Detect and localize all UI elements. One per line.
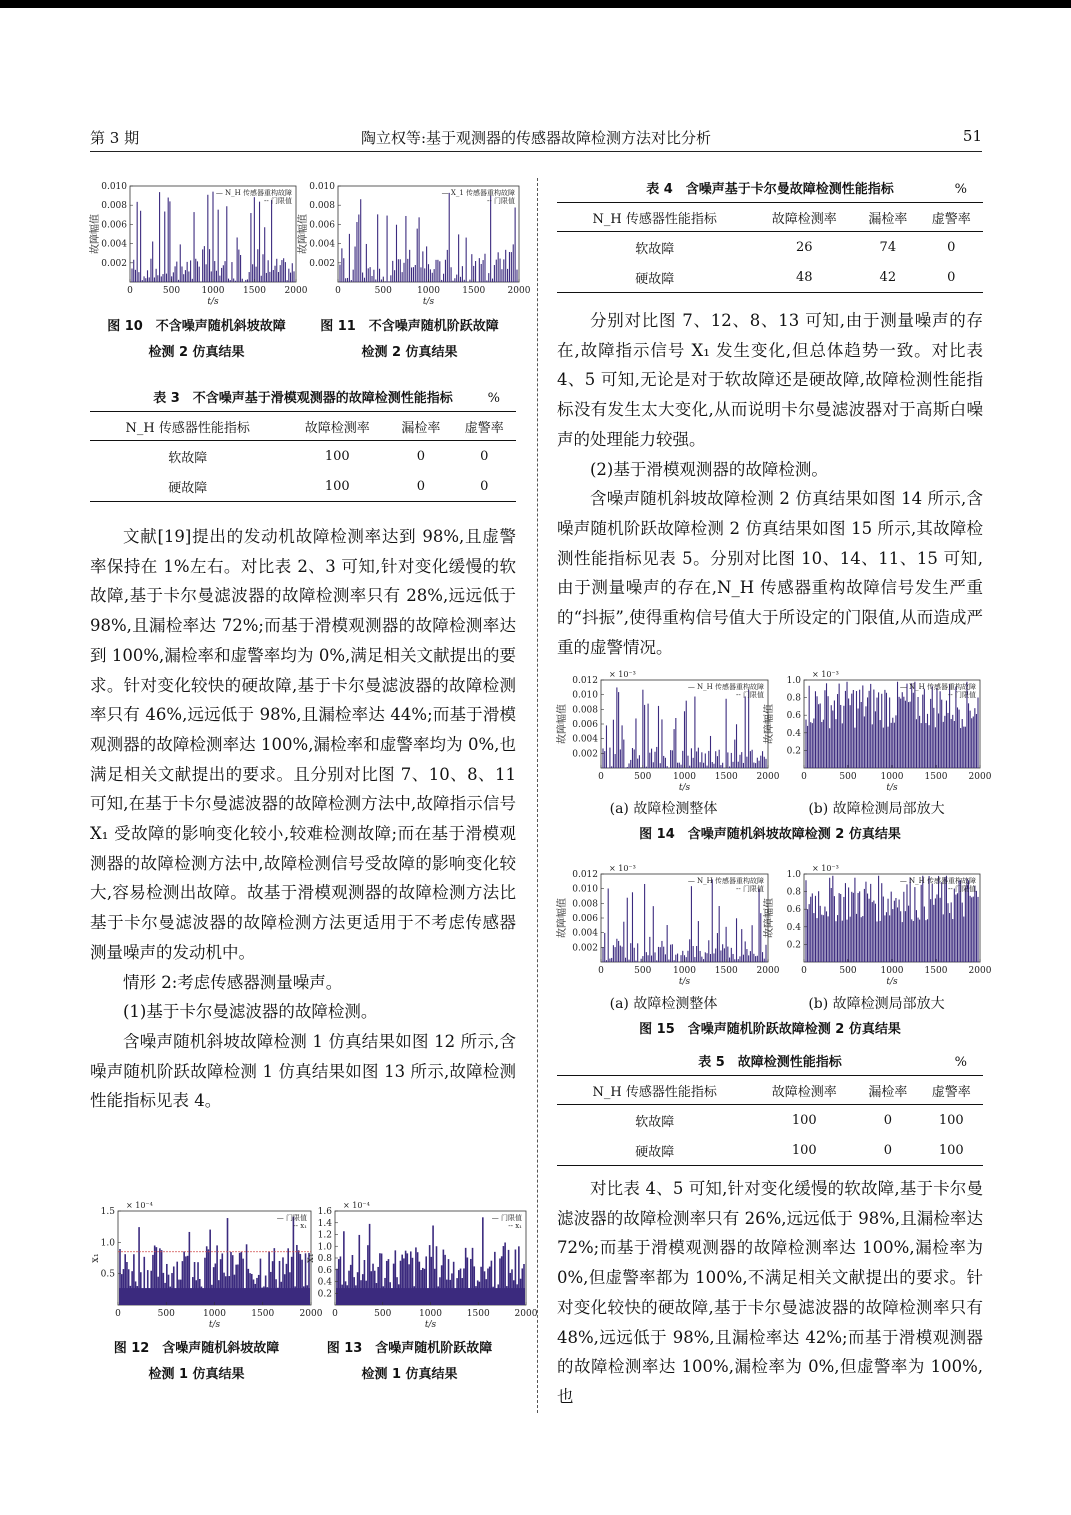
fig10-chart: [90, 180, 308, 310]
x-tick-label: 2000: [968, 772, 992, 782]
fig15-captions: [557, 993, 983, 1043]
legend-entry: -- 门限值: [736, 691, 764, 699]
fig12-caption: [90, 1336, 303, 1388]
table3-grid: [90, 411, 516, 502]
y-tick-label: 1.0: [100, 1238, 115, 1249]
x-tick-label: 0: [598, 966, 604, 976]
x-tick-label: 1000: [201, 286, 225, 296]
table-cell: 100: [752, 1135, 856, 1166]
x-tick-label: 0: [115, 1309, 121, 1319]
paragraph: 对比表 4、5 可知,针对变化缓慢的软故障,基于卡尔曼滤波器的故障检测率只有 26%,远远低于 98%,且漏检率达 72%;而基于滑模观测器的故障检测率达 100%,漏检率为 0%,但虚警率都为 100%,不满足相关文献提出的要求。针对变化较快的硬故障,基于卡尔曼滤波器的故障检测率只有 48%,远远低于 98%,且漏检率达 42%;而基于滑模观测器的故障检测率达 100%,漏检率为 0%,但虚警率为 100%,也: [557, 1179, 983, 1406]
y-tick-label: 0.004: [572, 928, 598, 939]
fig13-caption-line1: 图 13 含噪声随机阶跃故障: [326, 1341, 493, 1356]
table5: [557, 1051, 983, 1166]
table-cell: 0: [416, 448, 425, 464]
axis-scale-label: × 10⁻⁴: [343, 1201, 370, 1210]
axis-scale-label: × 10⁻⁴: [126, 1201, 153, 1210]
x-tick-label: 500: [634, 772, 652, 782]
x-axis-label: t/s: [424, 1320, 437, 1330]
table3-caption-text: 表 3 不含噪声基于滑模观测器的故障检测性能指标: [153, 391, 453, 406]
table5-caption-text: 表 5 故障检测性能指标: [698, 1055, 842, 1070]
y-tick-label: 0.002: [309, 258, 335, 269]
y-tick-label: 1.6: [317, 1207, 332, 1217]
y-tick-label: 1.0: [317, 1242, 332, 1253]
x-tick-label: 1500: [251, 1309, 275, 1319]
data-series: [603, 687, 766, 768]
top-rule: [0, 0, 1071, 8]
legend-entry: — 门限值: [491, 1214, 522, 1222]
table-header-cell: 虚警率: [920, 1076, 983, 1105]
x-tick-label: 1500: [924, 966, 948, 976]
y-axis-label: 故障幅值: [557, 898, 568, 938]
table-cell: 100: [791, 1112, 817, 1128]
table-cell: 42: [856, 262, 919, 293]
table-row: [557, 1105, 983, 1136]
table-header-cell: 虚警率: [453, 412, 516, 441]
legend-entry: — N_H 传感器重构故障: [687, 683, 764, 691]
y-tick-label: 0.004: [572, 734, 598, 745]
y-tick-label: 0.8: [786, 693, 801, 704]
x-tick-label: 2000: [756, 772, 780, 782]
y-tick-label: 0.004: [309, 239, 335, 250]
data-series: [132, 192, 294, 282]
table-cell: 0: [856, 1135, 919, 1166]
axis-scale-label: × 10⁻³: [609, 670, 636, 679]
x-tick-label: 2000: [514, 1309, 538, 1319]
x-tick-label: 500: [162, 286, 181, 296]
table-cell: 0: [947, 239, 956, 255]
page-number: 51: [962, 127, 982, 145]
table-row: [557, 262, 983, 293]
x-tick-label: 1500: [714, 772, 738, 782]
y-tick-label: 0.6: [786, 711, 801, 722]
fig13-caption: [303, 1336, 516, 1388]
table-row: [557, 1135, 983, 1166]
table-header-cell: 故障检测率: [752, 203, 856, 232]
fig11-caption: [303, 314, 516, 366]
x-tick-label: 1000: [673, 772, 696, 782]
y-axis-label: 故障幅值: [557, 704, 568, 744]
table-cell: 74: [879, 239, 897, 255]
axis-scale-label: × 10⁻³: [812, 670, 839, 679]
legend-entry: -- 门限值: [948, 691, 976, 699]
fig14a-chart: [557, 668, 780, 796]
x-axis-label: t/s: [678, 977, 691, 987]
y-tick-label: 0.2: [317, 1289, 332, 1300]
left-body: [90, 522, 516, 1116]
paragraph: 文献[19]提出的发动机故障检测率达到 98%,且虚警率保持在 1%左右。对比表 2、3 可知,针对变化缓慢的软故障,基于卡尔曼滤波器的故障检测率只有 28%,远远低于 98%,且漏检率达 72%;而基于滑模观测器的故障检测率达到 100%,漏检率和虚警率均为 0%,满足相关文献提出的要求。针对变化较快的硬故障,基于卡尔曼滤波器的故障检测率只有 46%,远远低于 98%,且漏检率达 44%;而基于滑模观测器的故障检测率达 100%,漏检率和虚警率均为 0%,也满足相关文献提出的要求。且分别对比图 7、10、8、11 可知,在基于卡尔曼滤波器的故障检测方法中,故障指示信号 X₁ 受故障的影响变化较小,较难检测故障;而在基于滑模观测器的故障检测方法中,故障检测信号受故障的影响变化较大,容易检测出故障。故基于滑模观测器的故障检测方法比基于卡尔曼滤波器的故障检测方法更适用于不考虑传感器测量噪声的发动机中。: [90, 527, 516, 962]
y-tick-label: 0.2: [786, 940, 801, 951]
y-axis-label: 故障幅值: [90, 214, 101, 254]
legend-entry: — X_1 传感器重构故障: [441, 189, 515, 197]
x-tick-label: 500: [839, 966, 857, 976]
x-tick-label: 1500: [243, 286, 266, 296]
fig11-caption-line2: 检测 2 仿真结果: [361, 345, 458, 360]
table-cell: 硬故障: [557, 1135, 752, 1166]
legend-entry: — N_H 传感器重构故障: [215, 189, 292, 197]
running-title: 陶立权等:基于观测器的传感器故障检测方法对比分析: [360, 129, 712, 147]
right-body-1: [557, 306, 983, 662]
paragraph: 含噪声随机斜坡故障检测 1 仿真结果如图 12 所示,含噪声随机阶跃故障检测 1 仿真结果如图 13 所示,故障检测性能指标见表 4。: [90, 1031, 516, 1111]
y-tick-label: 0.002: [572, 943, 598, 954]
table-header-cell: N_H 传感器性能指标: [557, 1076, 752, 1105]
table5-unit: %: [954, 1055, 967, 1070]
table3-caption: [90, 387, 516, 411]
y-axis-label: 故障幅值: [764, 704, 775, 744]
x-tick-label: 2000: [299, 1309, 323, 1319]
axis-scale-label: × 10⁻³: [609, 864, 636, 873]
legend-entry: -- 门限值: [736, 885, 764, 893]
y-tick-label: 0.012: [572, 870, 598, 880]
table-row: [557, 232, 983, 263]
x-tick-label: 0: [335, 286, 341, 296]
table-cell: 软故障: [635, 241, 675, 257]
table5-grid: [557, 1075, 983, 1166]
y-tick-label: 0.008: [309, 201, 335, 212]
fig15-caption: 图 15 含噪声随机阶跃故障检测 2 仿真结果: [639, 1022, 901, 1037]
legend-entry: -- x₁: [293, 1222, 307, 1230]
table4: [557, 178, 983, 293]
table-cell: 48: [752, 262, 856, 293]
fig10-11-captions: [90, 314, 516, 366]
legend-entry: -- x₁: [508, 1222, 522, 1230]
paragraph: 含噪声随机斜坡故障检测 2 仿真结果如图 14 所示,含噪声随机阶跃故障检测 2 仿真结果如图 15 所示,其故障检测性能指标见表 5。分别对比图 10、14、11、15 可知,由于测量噪声的存在,N_H 传感器重构故障信号发生严重的“抖振”,使得重构信号值大于所设定的门限值,从而造成严重的虚警情况。: [557, 489, 983, 657]
table3: [90, 387, 516, 502]
table-header-cell: 故障检测率: [285, 412, 389, 441]
x-axis-label: t/s: [422, 297, 435, 307]
table-row: [90, 471, 516, 502]
y-tick-label: 0.5: [100, 1269, 115, 1280]
x-axis-label: t/s: [207, 297, 219, 307]
table-cell: 0: [453, 471, 516, 502]
x-tick-label: 1000: [880, 966, 904, 976]
x-tick-label: 500: [157, 1309, 175, 1319]
y-tick-label: 0.8: [786, 887, 801, 898]
table4-caption: [557, 178, 983, 202]
x-tick-label: 2000: [507, 286, 531, 296]
x-tick-label: 2000: [756, 966, 780, 976]
table-cell: 硬故障: [90, 471, 285, 502]
paragraph: (2)基于滑模观测器的故障检测。: [590, 459, 828, 479]
fig11-chart: [298, 180, 531, 310]
y-axis-label: 故障幅值: [764, 898, 775, 938]
y-tick-label: 0.008: [572, 705, 598, 716]
right-body-2: [557, 1174, 983, 1412]
x-tick-label: 1000: [419, 1309, 442, 1319]
x-tick-label: 1500: [466, 1309, 490, 1319]
y-axis-label: x₁: [90, 1253, 101, 1263]
fig14b-chart: [764, 668, 992, 796]
x-tick-label: 0: [801, 966, 807, 976]
x-tick-label: 1500: [924, 772, 948, 782]
legend-entry: — N_H 传感器重构故障: [687, 877, 764, 885]
table-header-cell: N_H 传感器性能指标: [557, 203, 752, 232]
fig15a-chart: [557, 862, 780, 990]
y-tick-label: 0.2: [786, 746, 801, 757]
table-cell: 软故障: [168, 450, 208, 466]
y-tick-label: 0.010: [572, 884, 598, 895]
y-tick-label: 1.5: [100, 1207, 115, 1217]
y-tick-label: 0.4: [786, 922, 801, 933]
paragraph: 分别对比图 7、12、8、13 可知,由于测量噪声的存在,故障指示信号 X₁ 发生变化,但总体趋势一致。对比表 4、5 可知,无论是对于软故障还是硬故障,故障检测性能指标没有发生太大变化,从而说明卡尔曼滤波器对于高斯白噪声的处理能力较强。: [557, 311, 983, 449]
x-axis-label: t/s: [678, 783, 691, 793]
y-tick-label: 0.010: [572, 690, 598, 701]
x-tick-label: 1000: [417, 286, 440, 296]
table-cell: 100: [285, 471, 389, 502]
y-tick-label: 0.002: [101, 258, 127, 269]
table-cell: 硬故障: [557, 262, 752, 293]
table-header-cell: 虚警率: [920, 203, 983, 232]
fig10-caption-line2: 检测 2 仿真结果: [148, 345, 245, 360]
table-row: [90, 441, 516, 472]
legend-entry: -- 门限值: [948, 885, 976, 893]
fig15a-subcaption: (a) 故障检测整体: [609, 996, 718, 1012]
x-tick-label: 1000: [203, 1309, 226, 1319]
y-tick-label: 1.4: [317, 1218, 332, 1229]
table4-grid: [557, 202, 983, 293]
x-axis-label: t/s: [208, 1320, 221, 1330]
y-tick-label: 0.002: [572, 749, 598, 760]
x-tick-label: 0: [598, 772, 604, 782]
y-tick-label: 0.4: [786, 728, 801, 739]
table-cell: 100: [938, 1112, 964, 1128]
table-cell: 0: [920, 262, 983, 293]
y-tick-label: 0.006: [572, 720, 598, 730]
legend-entry: -- 门限值: [264, 197, 292, 205]
table-header-cell: 故障检测率: [752, 1076, 856, 1105]
y-tick-label: 1.0: [786, 676, 801, 686]
y-tick-label: 1.0: [786, 870, 801, 880]
running-header: [90, 125, 982, 152]
y-tick-label: 0.008: [101, 201, 127, 212]
x-tick-label: 0: [801, 772, 807, 782]
y-tick-label: 0.006: [309, 220, 335, 231]
y-tick-label: 0.006: [101, 220, 127, 231]
x-tick-label: 2000: [284, 286, 308, 296]
fig12-caption-line1: 图 12 含噪声随机斜坡故障: [113, 1341, 280, 1356]
data-series: [340, 193, 517, 282]
fig14b-subcaption: (b) 故障检测局部放大: [808, 801, 945, 817]
table4-caption-text: 表 4 含噪声基于卡尔曼故障检测性能指标: [646, 182, 894, 197]
y-tick-label: 1.2: [317, 1230, 332, 1241]
x-tick-label: 0: [127, 286, 133, 296]
x-tick-label: 2000: [968, 966, 992, 976]
axis-scale-label: × 10⁻³: [812, 864, 839, 873]
table-cell: 0: [389, 471, 452, 502]
paragraph: (1)基于卡尔曼滤波器的故障检测。: [123, 1002, 378, 1022]
x-tick-label: 1500: [462, 286, 486, 296]
table-cell: 0: [480, 448, 489, 464]
y-axis-label: x₁: [305, 1253, 316, 1263]
y-tick-label: 0.6: [317, 1265, 332, 1276]
table5-caption: [557, 1051, 983, 1075]
fig14-caption: 图 14 含噪声随机斜坡故障检测 2 仿真结果: [639, 827, 901, 842]
fig11-caption-line1: 图 11 不含噪声随机阶跃故障: [320, 319, 499, 334]
legend-entry: -- 门限值: [487, 197, 515, 205]
y-tick-label: 0.010: [101, 182, 127, 192]
fig10-caption: [90, 314, 303, 366]
x-tick-label: 500: [374, 286, 392, 296]
x-tick-label: 0: [332, 1309, 338, 1319]
fig15b-subcaption: (b) 故障检测局部放大: [808, 996, 945, 1012]
y-axis-label: 故障幅值: [298, 214, 309, 254]
table-header-cell: N_H 传感器性能指标: [90, 412, 285, 441]
table-cell: 软故障: [635, 1114, 675, 1130]
legend-entry: — N_H 传感器重构故障: [899, 877, 976, 885]
legend-entry: — N_H 传感器重构故障: [899, 683, 976, 691]
table-cell: 26: [796, 239, 813, 255]
x-tick-label: 500: [634, 966, 652, 976]
fig15b-chart: [764, 862, 992, 990]
table-cell: 100: [324, 448, 350, 464]
y-tick-label: 0.6: [786, 905, 801, 916]
y-tick-label: 0.008: [572, 899, 598, 910]
y-tick-label: 0.010: [309, 182, 335, 192]
table-header-cell: 漏检率: [389, 412, 452, 441]
table3-unit: %: [487, 391, 500, 406]
legend-entry: — 门限值: [276, 1214, 307, 1222]
x-tick-label: 1000: [880, 772, 904, 782]
fig12-caption-line2: 检测 1 仿真结果: [148, 1367, 245, 1382]
x-axis-label: t/s: [886, 977, 898, 987]
column-divider: [537, 178, 538, 1413]
x-tick-label: 500: [839, 772, 857, 782]
table-header-cell: 漏检率: [856, 1076, 919, 1105]
fig12-chart: [90, 1193, 323, 1333]
fig13-caption-line2: 检测 1 仿真结果: [361, 1367, 458, 1382]
fig14-captions: [557, 798, 983, 848]
fig14a-subcaption: (a) 故障检测整体: [609, 801, 718, 817]
table-cell: 0: [883, 1112, 892, 1128]
table-header-cell: 漏检率: [856, 203, 919, 232]
x-axis-label: t/s: [886, 783, 898, 793]
paragraph: 情形 2:考虑传感器测量噪声。: [123, 972, 343, 992]
y-tick-label: 0.8: [317, 1254, 332, 1264]
y-tick-label: 0.004: [101, 239, 127, 250]
fig13-chart: [305, 1193, 538, 1333]
issue-number: 第 3 期: [90, 129, 140, 147]
fig12-13-captions: [90, 1336, 516, 1388]
y-tick-label: 0.006: [572, 914, 598, 924]
table4-unit: %: [954, 182, 967, 197]
x-tick-label: 1000: [673, 966, 696, 976]
table-cell: 100: [920, 1135, 983, 1166]
fig10-caption-line1: 图 10 不含噪声随机斜坡故障: [107, 319, 286, 334]
x-tick-label: 500: [374, 1309, 392, 1319]
y-tick-label: 0.012: [572, 676, 598, 686]
y-tick-label: 0.4: [317, 1277, 332, 1288]
x-tick-label: 1500: [714, 966, 738, 976]
